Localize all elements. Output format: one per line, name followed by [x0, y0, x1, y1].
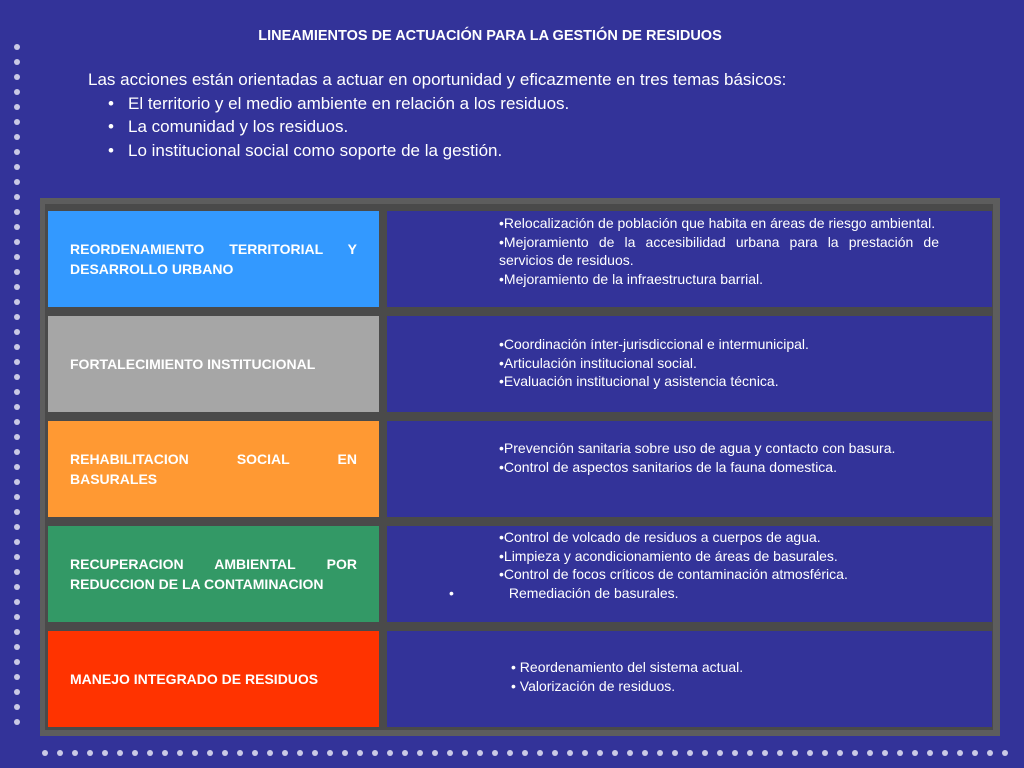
intro-text: Las acciones están orientadas a actuar en oportunidad y eficazmente en tres temas básicos:	[88, 70, 787, 89]
border-dot	[252, 750, 258, 756]
border-dot	[567, 750, 573, 756]
border-dot	[14, 59, 20, 65]
border-dot	[237, 750, 243, 756]
row-content-cell	[387, 526, 992, 622]
border-dot	[14, 89, 20, 95]
row-label: FORTALECIMIENTO INSTITUCIONAL	[70, 356, 316, 372]
border-dot	[792, 750, 798, 756]
border-dot	[492, 750, 498, 756]
row-item: •Coordinación ínter-jurisdiccional e intermunicipal.	[499, 336, 809, 352]
border-dot	[14, 554, 20, 560]
border-dot	[72, 750, 78, 756]
border-dot	[972, 750, 978, 756]
border-dot	[117, 750, 123, 756]
border-dot	[14, 629, 20, 635]
row-content-cell	[387, 211, 992, 307]
row-items	[511, 658, 951, 695]
border-dot	[14, 584, 20, 590]
border-dot	[897, 750, 903, 756]
border-dot	[192, 750, 198, 756]
border-dot	[14, 569, 20, 575]
border-dot	[747, 750, 753, 756]
border-dot	[522, 750, 528, 756]
border-dot	[762, 750, 768, 756]
border-dot	[642, 750, 648, 756]
border-dot	[612, 750, 618, 756]
border-dot	[14, 449, 20, 455]
row-item: •Control de volcado de residuos a cuerpos de agua.	[499, 529, 821, 545]
border-dot	[312, 750, 318, 756]
row-label-cell	[48, 421, 379, 517]
table-row	[48, 316, 992, 412]
border-dot	[882, 750, 888, 756]
border-dot	[14, 674, 20, 680]
border-dot	[657, 750, 663, 756]
border-dot	[477, 750, 483, 756]
border-dot	[14, 404, 20, 410]
border-dot	[14, 539, 20, 545]
border-dot	[417, 750, 423, 756]
border-dot	[42, 750, 48, 756]
border-dot	[987, 750, 993, 756]
border-dot	[14, 329, 20, 335]
border-dot	[372, 750, 378, 756]
border-dot	[552, 750, 558, 756]
row-item: •Prevención sanitaria sobre uso de agua y contacto con basura.	[499, 440, 896, 456]
border-dot	[717, 750, 723, 756]
border-dot	[147, 750, 153, 756]
row-item: •Control de aspectos sanitarios de la fauna domestica.	[499, 458, 837, 475]
border-dot	[14, 299, 20, 305]
row-item: • Remediación de basurales.	[449, 584, 679, 601]
border-dot	[14, 689, 20, 695]
border-dot	[507, 750, 513, 756]
border-dot	[14, 209, 20, 215]
border-dot	[102, 750, 108, 756]
border-dot	[14, 494, 20, 500]
row-label: REORDENAMIENTO TERRITORIAL Y DESARROLLO URBANO	[70, 241, 357, 277]
border-dot	[822, 750, 828, 756]
border-dot	[14, 269, 20, 275]
border-dot	[14, 719, 20, 725]
row-item: •Articulación institucional social.	[499, 354, 697, 371]
row-item: •Relocalización de población que habita en áreas de riesgo ambiental.	[499, 215, 936, 231]
intro-block	[88, 68, 786, 162]
border-dot	[14, 74, 20, 80]
row-item: •Control de focos críticos de contaminación atmosférica.	[499, 566, 848, 582]
border-dot	[462, 750, 468, 756]
border-dot	[282, 750, 288, 756]
row-item: • Valorización de residuos.	[511, 677, 676, 694]
border-dot	[14, 374, 20, 380]
border-dot	[732, 750, 738, 756]
border-dot	[1002, 750, 1008, 756]
row-items	[499, 214, 939, 288]
row-label-cell	[48, 631, 379, 727]
border-dot	[327, 750, 333, 756]
row-label: MANEJO INTEGRADO DE RESIDUOS	[70, 671, 319, 687]
border-dot	[702, 750, 708, 756]
row-label-cell	[48, 211, 379, 307]
left-dotted-border	[14, 44, 22, 734]
border-dot	[14, 344, 20, 350]
row-content-cell	[387, 316, 992, 412]
row-label: REHABILITACION SOCIAL EN BASURALES	[70, 451, 357, 487]
border-dot	[14, 359, 20, 365]
row-item: •Limpieza y acondicionamiento de áreas de basurales.	[499, 547, 838, 564]
intro-bullet-list	[88, 92, 786, 163]
border-dot	[14, 524, 20, 530]
border-dot	[14, 599, 20, 605]
border-dot	[867, 750, 873, 756]
row-item: •Mejoramiento de la accesibilidad urbana para la prestación de servicios de residuos.	[499, 233, 939, 268]
row-items	[499, 439, 939, 476]
border-dot	[14, 509, 20, 515]
border-dot	[14, 134, 20, 140]
border-dot	[14, 44, 20, 50]
border-dot	[14, 419, 20, 425]
border-dot	[912, 750, 918, 756]
border-dot	[14, 179, 20, 185]
border-dot	[14, 224, 20, 230]
border-dot	[14, 239, 20, 245]
row-label-cell	[48, 526, 379, 622]
border-dot	[597, 750, 603, 756]
border-dot	[132, 750, 138, 756]
border-dot	[14, 164, 20, 170]
border-dot	[222, 750, 228, 756]
row-content-cell	[387, 421, 992, 517]
border-dot	[87, 750, 93, 756]
border-dot	[14, 194, 20, 200]
table-row	[48, 526, 992, 622]
border-dot	[14, 149, 20, 155]
row-label-cell	[48, 316, 379, 412]
row-item: •Mejoramiento de la infraestructura barrial.	[499, 270, 764, 287]
border-dot	[14, 389, 20, 395]
border-dot	[672, 750, 678, 756]
border-dot	[687, 750, 693, 756]
border-dot	[537, 750, 543, 756]
border-dot	[432, 750, 438, 756]
border-dot	[14, 704, 20, 710]
border-dot	[387, 750, 393, 756]
border-dot	[852, 750, 858, 756]
row-label: RECUPERACION AMBIENTAL POR REDUCCION DE LA CONTAMINACION	[70, 556, 357, 592]
border-dot	[927, 750, 933, 756]
border-dot	[14, 614, 20, 620]
border-dot	[14, 254, 20, 260]
bottom-dotted-border	[42, 750, 1022, 758]
border-dot	[207, 750, 213, 756]
table-row	[48, 211, 992, 307]
border-dot	[14, 119, 20, 125]
border-dot	[14, 104, 20, 110]
border-dot	[297, 750, 303, 756]
table-row	[48, 631, 992, 727]
border-dot	[447, 750, 453, 756]
border-dot	[14, 314, 20, 320]
border-dot	[14, 479, 20, 485]
border-dot	[837, 750, 843, 756]
row-items	[449, 528, 939, 602]
table-row	[48, 421, 992, 517]
border-dot	[627, 750, 633, 756]
border-dot	[582, 750, 588, 756]
row-items	[499, 335, 939, 391]
row-content-cell	[387, 631, 992, 727]
border-dot	[14, 284, 20, 290]
border-dot	[267, 750, 273, 756]
intro-bullet: • La comunidad y los residuos.	[108, 115, 786, 139]
border-dot	[14, 464, 20, 470]
border-dot	[342, 750, 348, 756]
border-dot	[777, 750, 783, 756]
row-item: • Reordenamiento del sistema actual.	[511, 659, 744, 675]
border-dot	[942, 750, 948, 756]
border-dot	[162, 750, 168, 756]
page-title: LINEAMIENTOS DE ACTUACIÓN PARA LA GESTIÓN DE RESIDUOS	[258, 28, 722, 44]
row-item: •Evaluación institucional y asistencia técnica.	[499, 373, 779, 389]
border-dot	[14, 659, 20, 665]
border-dot	[177, 750, 183, 756]
border-dot	[57, 750, 63, 756]
border-dot	[357, 750, 363, 756]
intro-bullet: • El territorio y el medio ambiente en relación a los residuos.	[108, 92, 786, 116]
border-dot	[14, 434, 20, 440]
border-dot	[807, 750, 813, 756]
intro-bullet: • Lo institucional social como soporte de la gestión.	[108, 139, 786, 163]
border-dot	[402, 750, 408, 756]
border-dot	[14, 644, 20, 650]
border-dot	[957, 750, 963, 756]
